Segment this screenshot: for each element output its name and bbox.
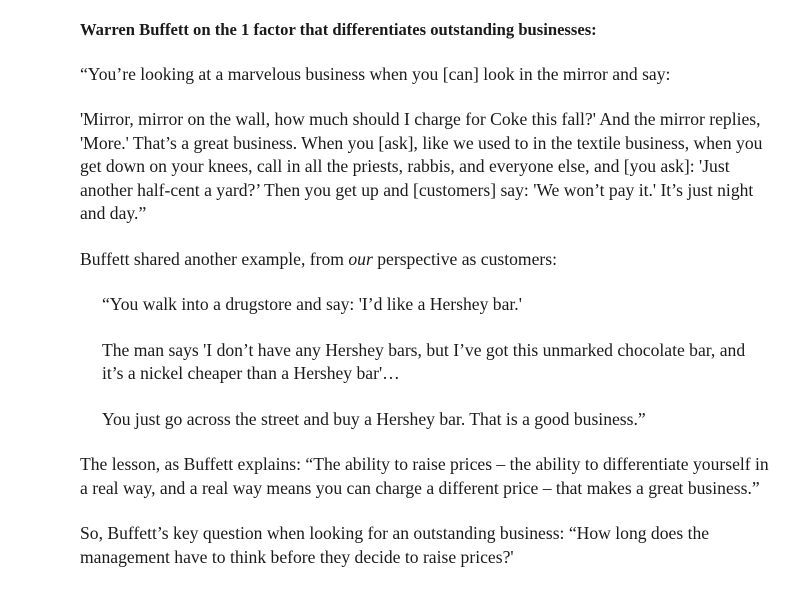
emphasis-our: our	[348, 248, 373, 269]
paragraph-text: Buffett shared another example, from	[80, 248, 349, 269]
paragraph-mirror-quote: 'Mirror, mirror on the wall, how much should I charge for Coke this fall?' And the mirror replies, 'More.' That’s a great business. When you [ask], like we used to in the textile business, when you get down on your knees, call in all the priests, rabbis, and everyone else, and [you ask]: 'Just another half-cent a yard?’ Then you get up and [customers] say: 'We won’t pay it.' It’s just night and day.”	[80, 109, 763, 223]
paragraph-key-question: So, Buffett’s key question when looking for an outstanding business: “How long does the management have to think before they decide to raise prices?'	[80, 523, 710, 567]
article-body	[80, 18, 770, 569]
blockquote-drugstore: “You walk into a drugstore and say: 'I’d like a Hershey bar.'	[102, 294, 522, 314]
blockquote-unmarked-bar: The man says 'I don’t have any Hershey bars, but I’ve got this unmarked chocolate bar, and it’s a nickel cheaper than a Hershey bar'…	[102, 339, 746, 383]
paragraph-mirror-intro: “You’re looking at a marvelous business when you [can] look in the mirror and say:	[80, 63, 671, 84]
paragraph-customer-example	[80, 248, 770, 272]
blockquote-good-business: You just go across the street and buy a Hershey bar. That is a good business.”	[102, 408, 646, 429]
article-heading: Warren Buffett on the 1 factor that differentiates outstanding businesses:	[80, 20, 597, 39]
paragraph-lesson: The lesson, as Buffett explains: “The ability to raise prices – the ability to differentiate yourself in a real way, and a real way means you can charge a different price – that makes a great business.”	[80, 454, 769, 498]
paragraph-text: perspective as customers:	[372, 248, 558, 269]
